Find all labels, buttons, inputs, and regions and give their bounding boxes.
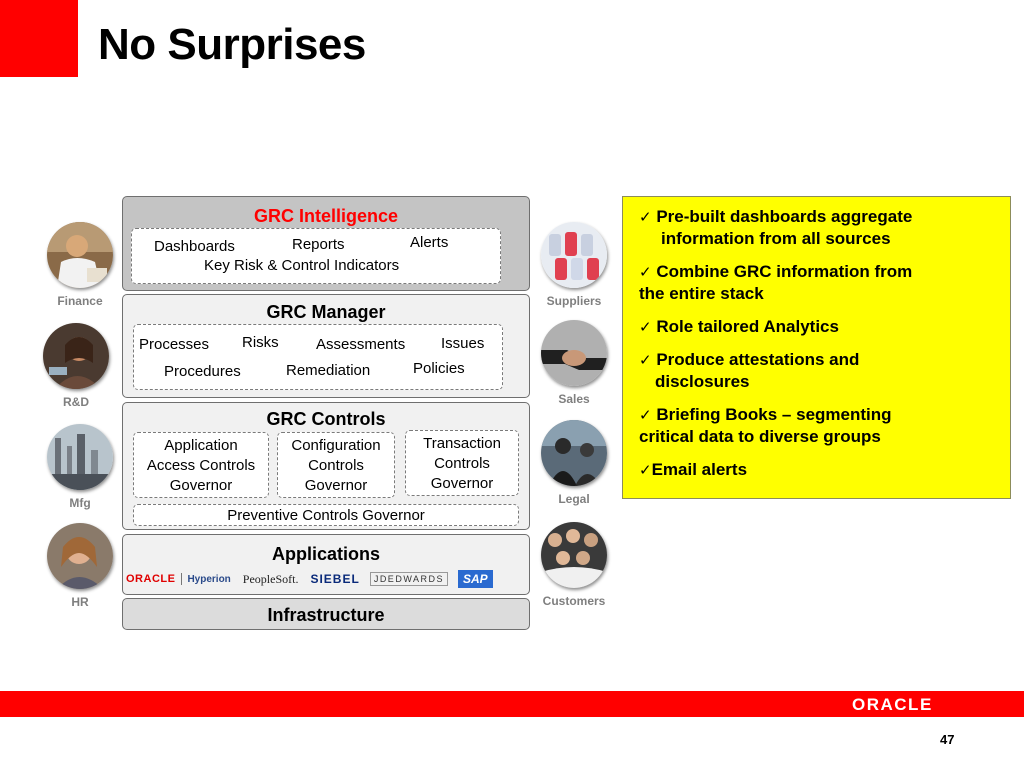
- bullet-item: ✓ Produce attestations and disclosures: [639, 350, 860, 391]
- persona-label: Legal: [558, 492, 590, 506]
- bullet-item: ✓Email alerts: [639, 460, 748, 479]
- hyperion-logo: Hyperion: [187, 573, 231, 585]
- persona-legal: [534, 420, 614, 506]
- bullet-item: ✓ Pre-built dashboards aggregate information from all sources: [639, 207, 913, 248]
- persona-label: HR: [71, 595, 89, 609]
- vendor-logos: [126, 566, 526, 592]
- slide-title: No Surprises: [98, 20, 366, 69]
- persona-rnd: [36, 323, 116, 409]
- check-icon: ✓: [639, 406, 652, 424]
- check-icon: ✓: [639, 461, 652, 479]
- hr-person-photo: [47, 523, 113, 589]
- logo-divider: [181, 573, 182, 585]
- persona-finance: [40, 222, 120, 308]
- persona-customers: [534, 522, 614, 608]
- check-icon: ✓: [639, 263, 652, 281]
- persona-label: Mfg: [69, 496, 91, 510]
- finance-person-photo: [47, 222, 113, 288]
- sap-logo: SAP: [458, 570, 493, 588]
- grc-manager-panel: [122, 294, 530, 398]
- processes-item: Processes: [139, 336, 210, 353]
- kri-item: Key Risk & Control Indicators: [204, 257, 400, 274]
- bullet-item: ✓ Role tailored Analytics: [639, 317, 839, 336]
- persona-mfg: [40, 424, 120, 510]
- persona-label: Suppliers: [546, 294, 602, 308]
- persona-suppliers: [534, 222, 614, 308]
- oracle-logo-footer: ORACLE: [852, 695, 933, 714]
- rnd-person-photo: [43, 323, 109, 389]
- group-photo: [541, 522, 607, 588]
- bullet-item: ✓ Briefing Books – segmenting critical data to diverse groups: [639, 405, 892, 446]
- supplies-photo: [541, 222, 607, 288]
- check-icon: ✓: [639, 351, 652, 369]
- preventive-controls-governor-box: [133, 504, 519, 526]
- procedures-item: Procedures: [164, 363, 241, 380]
- grc-controls-title: GRC Controls: [266, 409, 386, 429]
- risks-item: Risks: [242, 334, 279, 351]
- title-accent-block: [0, 0, 78, 77]
- infrastructure-panel: [122, 598, 530, 630]
- dashboards-item: Dashboards: [154, 238, 235, 255]
- policies-item: Policies: [413, 360, 465, 377]
- persona-hr: [40, 523, 120, 609]
- intelligence-items-box: [131, 228, 501, 284]
- page-number: 47: [940, 732, 955, 747]
- infrastructure-title: Infrastructure: [267, 605, 385, 625]
- transaction-controls-governor-box: Transaction Controls Governor: [405, 430, 519, 496]
- benefits-bullet-box: [622, 196, 1011, 499]
- access-controls-governor-box: Application Access Controls Governor: [133, 432, 269, 498]
- persona-label: Customers: [542, 594, 606, 608]
- grc-intelligence-title: GRC Intelligence: [253, 206, 399, 226]
- jdedwards-logo: JDEDWARDS: [370, 572, 448, 586]
- grc-intelligence-panel: [122, 196, 530, 291]
- preventive-controls-label: Preventive Controls Governor: [227, 507, 425, 524]
- reports-item: Reports: [292, 236, 345, 253]
- grc-manager-title: GRC Manager: [266, 302, 386, 322]
- persona-label: Finance: [57, 294, 103, 308]
- applications-title: Applications: [271, 544, 380, 564]
- remediation-item: Remediation: [286, 362, 371, 379]
- grc-controls-panel: [122, 402, 530, 530]
- handshake-photo: [541, 320, 607, 386]
- alerts-item: Alerts: [410, 234, 449, 251]
- issues-item: Issues: [441, 335, 485, 352]
- siebel-logo: SIEBEL: [310, 572, 360, 586]
- meeting-photo: [541, 420, 607, 486]
- persona-label: Sales: [558, 392, 590, 406]
- factory-photo: [47, 424, 113, 490]
- oracle-logo: ORACLE: [126, 573, 176, 585]
- bullet-item: ✓ Combine GRC information from the entire stack: [639, 262, 913, 303]
- peoplesoft-logo: PeopleSoft.: [242, 571, 299, 586]
- persona-label: R&D: [63, 395, 89, 409]
- manager-items-box: [133, 324, 503, 390]
- check-icon: ✓: [639, 208, 652, 226]
- check-icon: ✓: [639, 318, 652, 336]
- persona-sales: [534, 320, 614, 406]
- configuration-controls-governor-box: Configuration Controls Governor: [277, 432, 395, 498]
- assessments-item: Assessments: [316, 336, 406, 353]
